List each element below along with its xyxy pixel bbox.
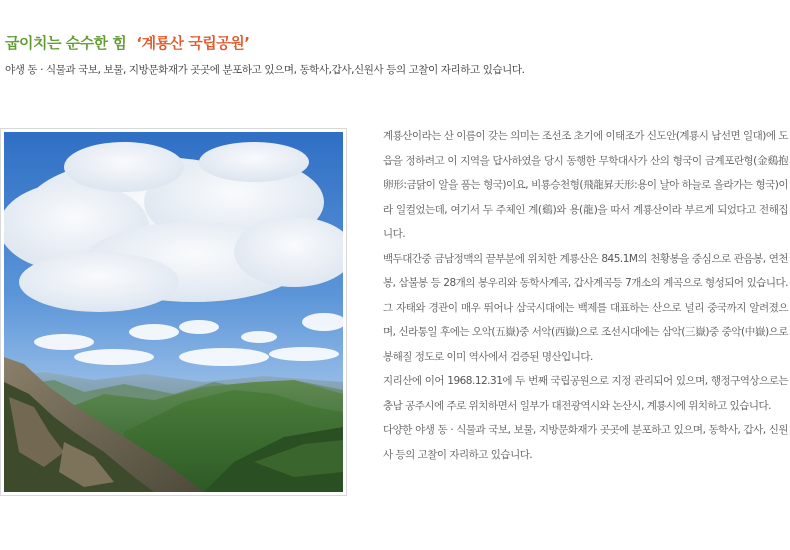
- page-title: [5, 32, 785, 54]
- park-name: ‘계룡산 국립공원’: [136, 34, 250, 52]
- page-subtitle: 야생 동 · 식물과 국보, 보물, 지방문화재가 곳곳에 분포하고 있으며, 동학사,갑사,신원사 등의 고찰이 자리하고 있습니다.: [5, 64, 525, 76]
- park-landscape-photo: [4, 132, 343, 492]
- description-paragraph-heritage: 다양한 야생 동 · 식물과 국보, 보물, 지방문화재가 곳곳에 분포하고 있으며, 동학사, 갑사, 신원사 등의 고찰이 자리하고 있습니다.: [383, 424, 788, 461]
- description-paragraph-geography: 백두대간중 금남정맥의 끝부분에 위치한 계룡산은 845.1M의 천황봉을 중심으로 관음봉, 연천봉, 삼불봉 등 28개의 봉우리와 동학사계곡, 갑사계곡등 7개소의 계곡으로 형성되어 있습니다. 그 자태와 경관이 매우 뛰어나 삼국시대에는 백제를 대표하는 산으로 널리 중국까지 알려졌으며, 신라통일 후에는 오악(五嶽)중 서악(西嶽)으로 조선시대에는 삼악(三嶽)중 중악(中嶽)으로 봉해질 정도로 이미 역사에서 검증된 명산입니다.: [383, 252, 788, 363]
- page-header: [5, 32, 785, 77]
- park-description: [383, 124, 788, 467]
- description-paragraph-designation: 지리산에 이어 1968.12.31에 두 번째 국립공원으로 지정 관리되어 있으며, 행정구역상으로는 충남 공주시에 주로 위치하면서 일부가 대전광역시와 논산시, 계룡시에 위치하고 있습니다.: [383, 375, 788, 412]
- park-photo-frame: [0, 128, 347, 496]
- title-lead: 굽이치는 순수한 힘: [5, 34, 127, 52]
- description-paragraph-history: 계룡산이라는 산 이름이 갖는 의미는 조선조 초기에 이태조가 신도안(계룡시 남선면 일대)에 도읍을 정하려고 이 지역을 답사하였을 당시 동행한 무학대사가 산의 형국이 금계포란형(金鷄抱卵形:금닭이 알을 품는 형국)이요, 비룡승천형(飛龍昇天形:용이 날아 하늘로 올라가는 형국)이라 일컬었는데, 여기서 두 주체인 계(鷄)와 용(龍)을 따서 계룡산이라 부르게 되었다고 전해집니다.: [383, 130, 788, 240]
